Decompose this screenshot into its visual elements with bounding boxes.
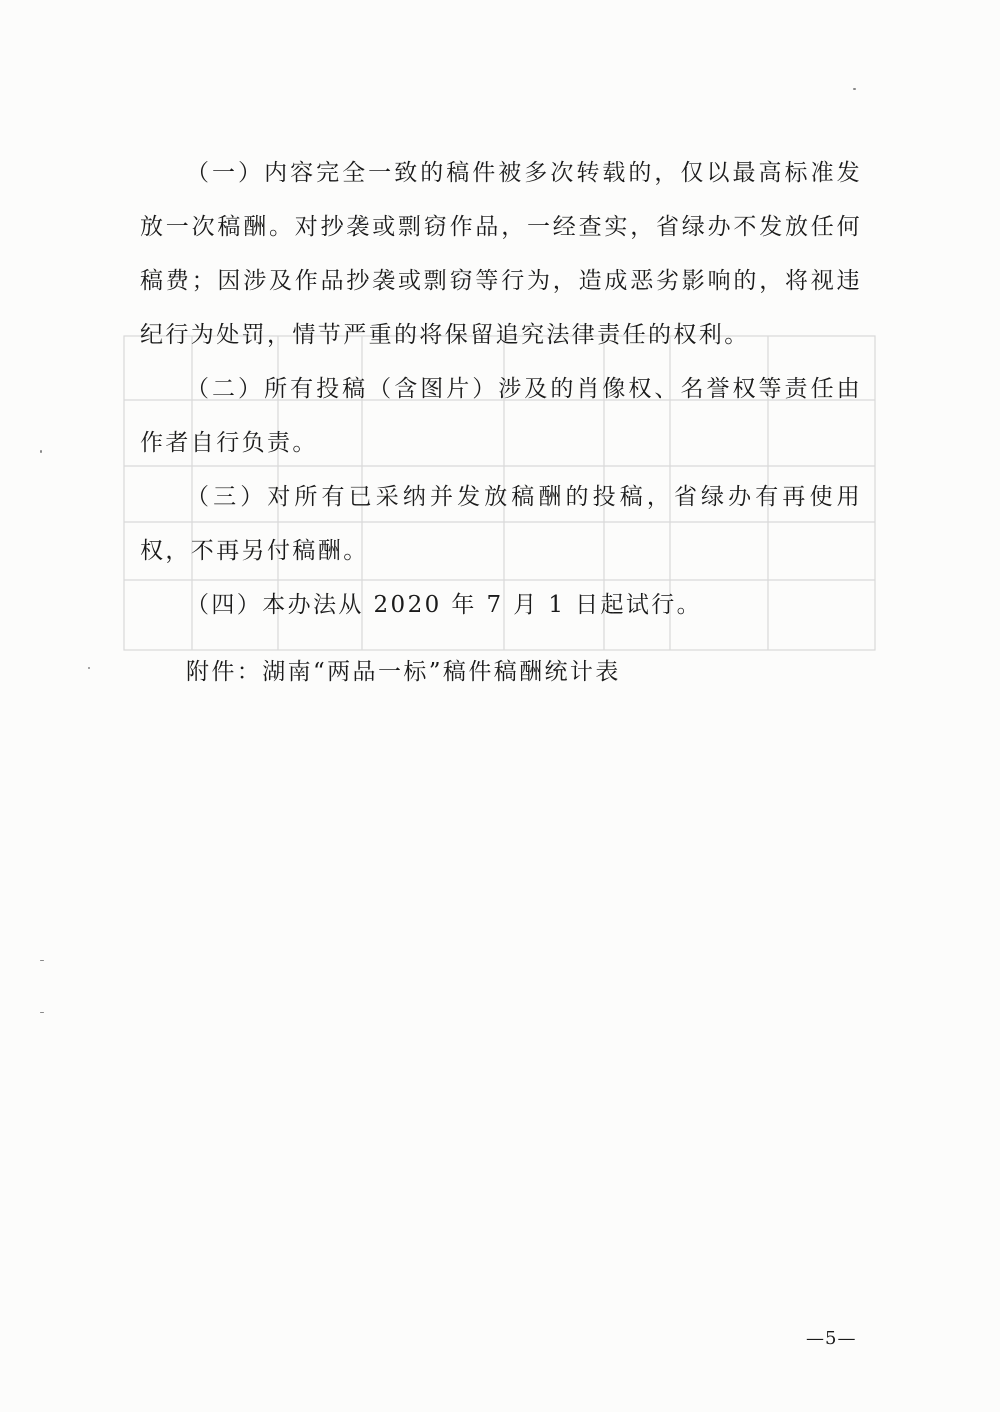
- clause-2-paragraph: （二）所有投稿（含图片）涉及的肖像权、名誉权等责任由作者自行负责。: [140, 376, 862, 456]
- scan-speck: [40, 960, 44, 961]
- page-number: —5—: [806, 1328, 857, 1349]
- scan-speck: [40, 450, 42, 453]
- clause-1-paragraph: （一）内容完全一致的稿件被多次转载的，仅以最高标准发放一次稿酬。对抄袭或剽窃作品，一经查实，省绿办不发放任何稿费；因涉及作品抄袭或剽窃等行为，造成恶劣影响的，将视违纪行为处罚，情节严重的将保留追究法律责任的权利。: [140, 160, 862, 348]
- clause-3-paragraph: （三）对所有已采纳并发放稿酬的投稿，省绿办有再使用权，不再另付稿酬。: [140, 484, 862, 564]
- clause-4-paragraph: （四）本办法从 2020 年 7 月 1 日起试行。: [186, 592, 703, 618]
- scan-speck: [40, 1012, 44, 1013]
- scan-speck: [853, 88, 856, 90]
- scan-speck: [88, 667, 90, 669]
- attachment-line: 附件：湖南“两品一标”稿件稿酬统计表: [186, 659, 621, 685]
